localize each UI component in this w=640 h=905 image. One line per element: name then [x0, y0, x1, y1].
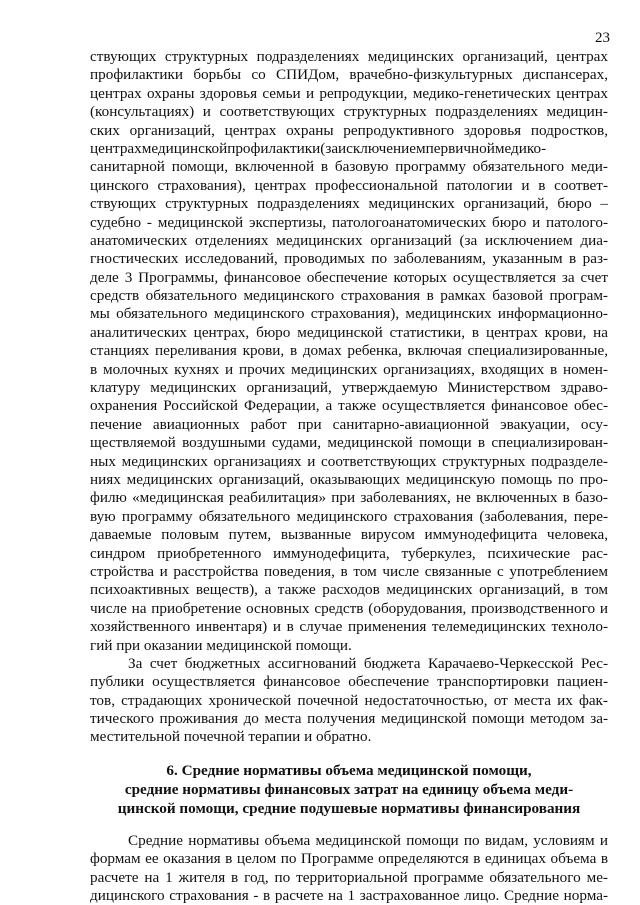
text-line: судебно - медицинской экспертизы, патологоанатомических бюро и патолого- [90, 213, 608, 231]
text-line: аналитических центрах, бюро медицинской статистики, в центрах крови, на [90, 323, 608, 341]
page-number: 23 [595, 30, 610, 46]
text-line: вую программу обязательного медицинского страхования (заболевания, пере- [90, 507, 608, 525]
text-line: (консультациях) и соответствующих структурных подразделениях медицин- [90, 103, 608, 121]
text-line: печение авиационных работ при санитарно-авиационной эвакуации, осу- [90, 415, 608, 433]
heading-line: средние нормативы финансовых затрат на единицу объема меди- [124, 780, 574, 798]
text-line: ниях медицинских организаций, оказывающих медицинскую помощь по про- [90, 470, 608, 488]
text-line: ных медицинских организациях и соответствующих структурных подразделе- [90, 452, 608, 470]
text-line: местительной почечной терапии и обратно. [90, 728, 372, 746]
text-line: формам ее оказания в целом по Программе определяются в единицах объема в [90, 850, 608, 868]
text-line: Средние нормативы объема медицинской помощи по видам, условиям и [128, 831, 608, 849]
text-line: тического проживания до места получения медицинской помощи методом за- [90, 710, 608, 728]
paragraph-1 [90, 48, 608, 655]
paragraph-3 [90, 832, 608, 905]
text-line: расчете на 1 жителя в год, по территориальной программе обязательного ме- [90, 868, 608, 886]
text-line: центрахмедицинскойпрофилактики(заисключениемпервичноймедико- [90, 139, 547, 157]
text-line: хозяйственного инвентаря) и в случае применения телемедицинских техноло- [90, 618, 608, 636]
section-heading [90, 761, 608, 818]
text-line: числе на приобретение основных средств (оборудования, производственного и [90, 599, 608, 617]
text-line: гностических исследований, проводимых по заболеваниям, указанным в раз- [90, 250, 608, 268]
text-line: дицинского страхования - в расчете на 1 застрахованное лицо. Средние норма- [90, 887, 608, 905]
text-line: станциях переливания крови, в домах ребенка, включая специализированные, [90, 342, 608, 360]
text-line: За счет бюджетных ассигнований бюджета Карачаево-Черкесской Рес- [128, 654, 608, 672]
text-line: синдром приобретенного иммунодефицита, туберкулез, психические рас- [90, 544, 608, 562]
text-line: санитарной помощи, включенной в базовую программу обязательного меди- [90, 158, 608, 176]
text-line: ществляемой воздушными судами, медицинской помощи в специализирован- [90, 434, 608, 452]
text-line: центрах охраны здоровья семьи и репродукции, медико-генетических центрах [90, 84, 608, 102]
text-line: психоактивных веществ), а также расходов медицинских организаций, в том [90, 581, 608, 599]
document-body [90, 48, 608, 905]
text-line: даваемые половым путем, вызванные вирусом иммунодефицита человека, [90, 526, 608, 544]
text-line: анатомических отделениях медицинских организаций (за исключением диа- [90, 231, 608, 249]
text-line: ствующих структурных подразделениях медицинских организаций, центрах [90, 48, 608, 65]
text-line: тов, страдающих хронической почечной недостаточностью, от места их фак- [90, 691, 608, 709]
text-line: средств обязательного медицинского страхования в рамках базовой програм- [90, 287, 608, 305]
text-line: клатуру медицинских организаций, утверждаемую Министерством здраво- [90, 379, 608, 397]
text-line: в молочных кухнях и прочих медицинских организациях, входящих в номен- [90, 360, 608, 378]
text-line: охранения Российской Федерации, а также осуществляется финансовое обес- [90, 397, 608, 415]
text-line: филю «медицинская реабилитация» при заболеваниях, не включенных в базо- [90, 489, 608, 507]
paragraph-2 [90, 655, 608, 747]
heading-line: 6. Средние нормативы объема медицинской помощи, [166, 761, 532, 779]
text-line: ских организаций, центрах охраны репродуктивного здоровья подростков, [90, 121, 608, 139]
text-line: ствующих структурных подразделениях медицинских организаций, бюро – [90, 195, 608, 213]
text-line: профилактики борьбы со СПИДом, врачебно-физкультурных диспансерах, [90, 66, 608, 84]
text-line: мы обязательного медицинского страхования), медицинских информационно- [90, 305, 608, 323]
heading-line: цинской помощи, средние подушевые нормативы финансирования [117, 799, 581, 817]
text-line: стройства и расстройства поведения, в том числе связанные с употреблением [90, 562, 608, 580]
text-line: гий при оказании медицинской помощи. [90, 636, 352, 654]
text-line: публики осуществляется финансовое обеспечение транспортировки пациен- [90, 673, 608, 691]
text-line: деле 3 Программы, финансовое обеспечение которых осуществляется за счет [90, 268, 608, 286]
text-line: цинского страхования), центрах профессиональной патологии и в соответ- [90, 176, 608, 194]
